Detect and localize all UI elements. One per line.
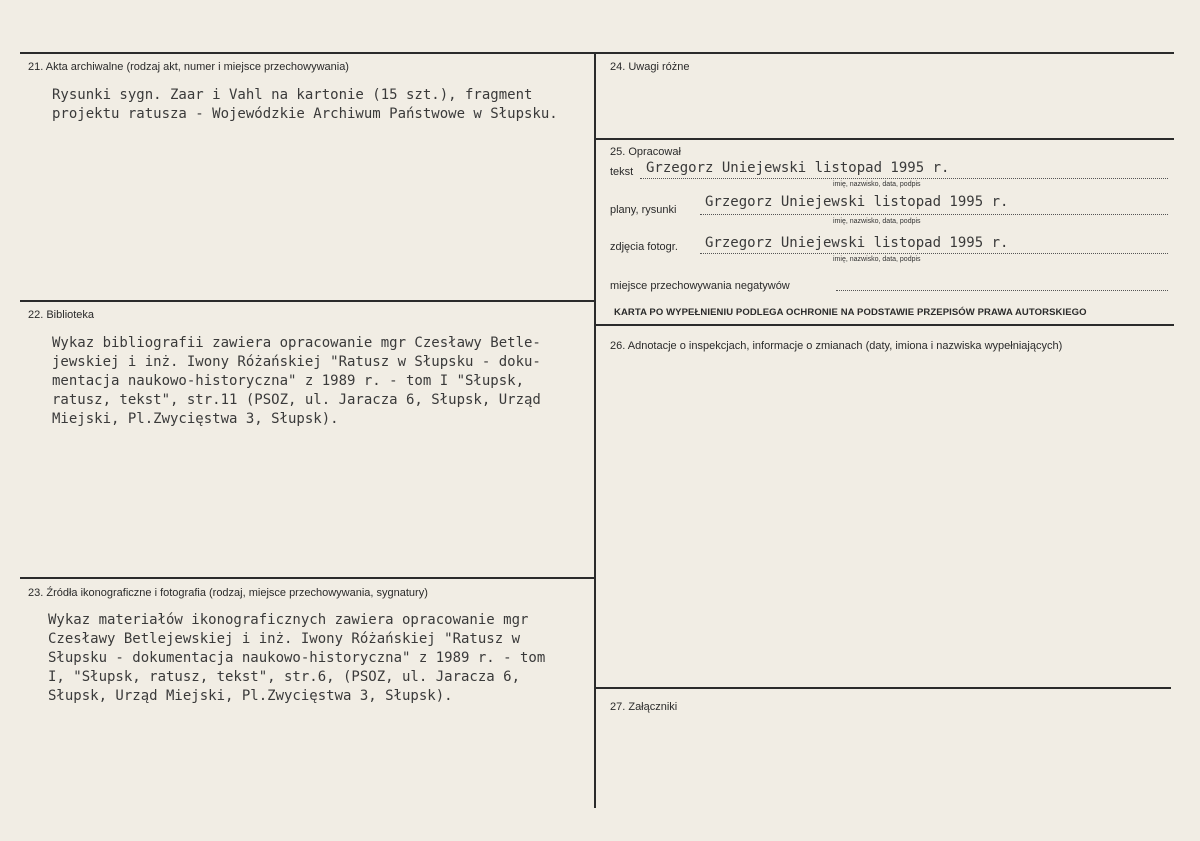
section-26-label: 26. Adnotacje o inspekcjach, informacje o zmianach (daty, imiona i nazwiska wypełniających) <box>610 340 1063 352</box>
section-22-line-3: mentacja naukowo-historyczna" z 1989 r. - tom I "Słupsk, <box>52 373 525 389</box>
plans-author-caption: imię, nazwisko, data, podpis <box>833 218 921 225</box>
rule-26-27 <box>596 687 1171 689</box>
section-23-line-4: I, "Słupsk, ratusz, tekst", str.6, (PSOZ, ul. Jaracza 6, <box>48 669 521 685</box>
plans-author-line <box>700 214 1168 215</box>
rule-25-26 <box>596 324 1174 326</box>
negatives-line <box>836 290 1168 291</box>
text-author-line <box>640 178 1168 179</box>
plans-author-value: Grzegorz Uniejewski listopad 1995 r. <box>705 194 1009 210</box>
section-22-line-5: Miejski, Pl.Zwycięstwa 3, Słupsk). <box>52 411 339 427</box>
section-21-line-2: projektu ratusza - Wojewódzkie Archiwum Państwowe w Słupsku. <box>52 106 558 122</box>
section-27-label: 27. Załączniki <box>610 701 678 713</box>
section-23-label: 23. Źródła ikonograficzne i fotografia (rodzaj, miejsce przechowywania, sygnatury) <box>28 587 428 599</box>
section-23-line-5: Słupsk, Urząd Miejski, Pl.Zwycięstwa 3, Słupsk). <box>48 688 453 704</box>
text-author-caption: imię, nazwisko, data, podpis <box>833 181 921 188</box>
section-23-line-2: Czesławy Betlejewskiej i inż. Iwony Różańskiej "Ratusz w <box>48 631 521 647</box>
rule-22-23 <box>20 577 596 579</box>
copyright-notice: KARTA PO WYPEŁNIENIU PODLEGA OCHRONIE NA PODSTAWIE PRZEPISÓW PRAWA AUTORSKIEGO <box>614 307 1087 318</box>
photos-author-label: zdjęcia fotogr. <box>610 241 678 253</box>
rule-24-25 <box>596 138 1174 140</box>
plans-author-label: plany, rysunki <box>610 204 677 216</box>
text-author-label: tekst <box>610 166 634 178</box>
section-22-line-1: Wykaz bibliografii zawiera opracowanie mgr Czesławy Betle- <box>52 335 541 351</box>
text-author-value: Grzegorz Uniejewski listopad 1995 r. <box>646 160 950 176</box>
section-22-line-2: jewskiej i inż. Iwony Różańskiej "Ratusz w Słupsku - doku- <box>52 354 541 370</box>
photos-author-caption: imię, nazwisko, data, podpis <box>833 256 921 263</box>
top-rule <box>20 52 1174 54</box>
photos-author-value: Grzegorz Uniejewski listopad 1995 r. <box>705 235 1009 251</box>
section-21-line-1: Rysunki sygn. Zaar i Vahl na kartonie (15 szt.), fragment <box>52 87 533 103</box>
rule-21-22 <box>20 300 596 302</box>
negatives-label: miejsce przechowywania negatywów <box>610 280 790 292</box>
section-24-label: 24. Uwagi różne <box>610 61 690 73</box>
section-25-label: 25. Opracował <box>610 146 681 158</box>
section-21-label: 21. Akta archiwalne (rodzaj akt, numer i miejsce przechowywania) <box>28 61 349 73</box>
section-23-line-3: Słupsku - dokumentacja naukowo-historyczna" z 1989 r. - tom <box>48 650 546 666</box>
section-23-line-1: Wykaz materiałów ikonograficznych zawiera opracowanie mgr <box>48 612 529 628</box>
center-divider <box>594 52 596 808</box>
section-22-label: 22. Biblioteka <box>28 309 95 321</box>
section-22-line-4: ratusz, tekst", str.11 (PSOZ, ul. Jaracza 6, Słupsk, Urząd <box>52 392 541 408</box>
photos-author-line <box>700 253 1168 254</box>
